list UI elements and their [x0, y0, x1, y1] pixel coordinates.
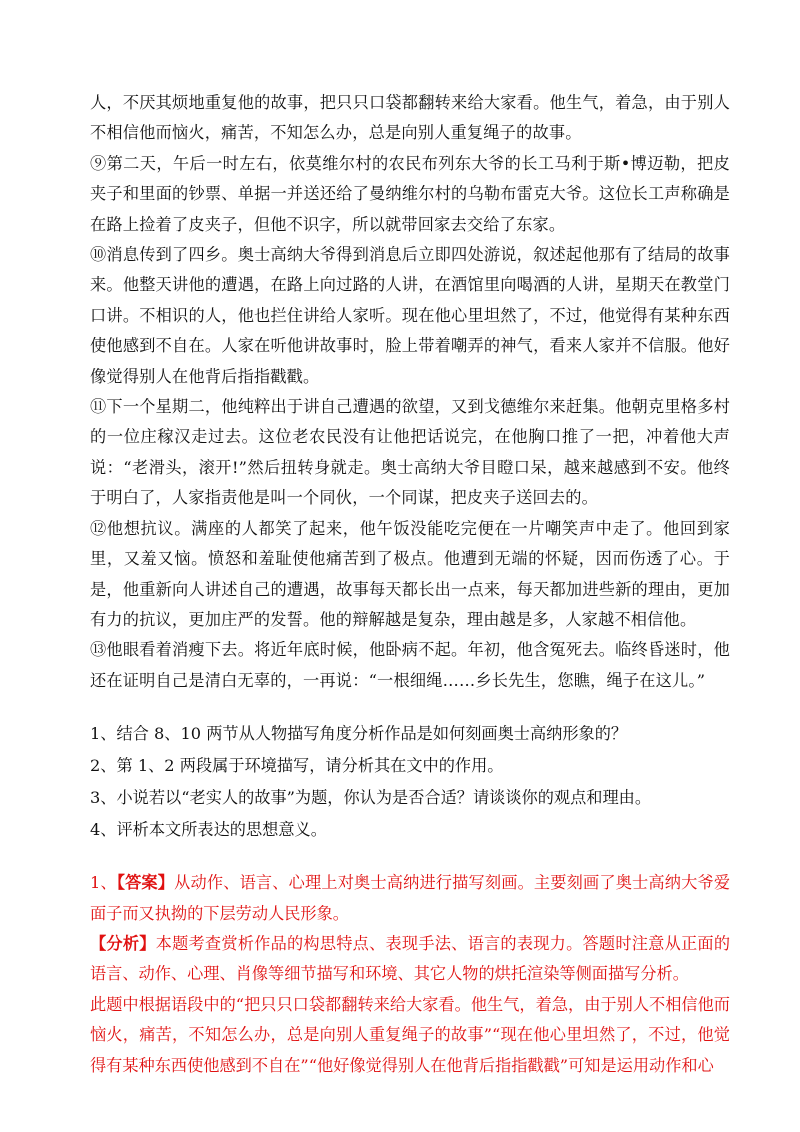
answer-tag: 【答案】: [116, 873, 175, 893]
paragraph-continued: 人，不厌其烦地重复他的故事，把只只口袋都翻转来给大家看。他生气，着急，由于别人不相信他而恼火，痛苦，不知怎么办，总是向别人重复绳子的故事。: [90, 93, 730, 143]
paragraph-10: ⑩消息传到了四乡。奥士高纳大爷得到消息后立即四处游说，叙述起他那有了结局的故事来。他整天讲他的遭遇，在路上向过路的人讲，在酒馆里向喝酒的人讲，星期天在教堂门口讲。不相识的人，他也拦住讲给人家听。现在他心里坦然了，不过，他觉得有某种东西使他感到不自在。人家在听他讲故事时，脸上带着嘲弄的神气，看来人家并不信服。他好像觉得别人在他背后指指戳戳。: [90, 245, 730, 386]
explanation: 此题中根据语段中的“把只只口袋都翻转来给大家看。他生气，着急，由于别人不相信他而恼火，痛苦，不知怎么办，总是向别人重复绳子的故事”“现在他心里坦然了，不过，他觉得有某种东西使他感到不自在”“他好像觉得别人在他背后指指戳戳”可知是运用动作和心: [90, 994, 730, 1075]
answer-text: 从动作、语言、心理上对奥士高纳进行描写刻画。主要刻画了奥士高纳大爷爱面子而又执拗的下层劳动人民形象。: [90, 873, 731, 923]
analysis-tag: 【分析】: [90, 933, 156, 953]
answer-1: [90, 868, 730, 929]
story-text: [90, 88, 730, 696]
question-4: 4、评析本文所表达的思想意义。: [90, 820, 327, 840]
paragraph-9: ⑨第二天，午后一时左右，依莫维尔村的农民布列东大爷的长工马利于斯•博迈勒，把皮夹子和里面的钞票、单据一并送还给了曼纳维尔村的乌勒布雷克大爷。这位长工声称确是在路上捡着了皮夹子，但他不识字，所以就带回家去交给了东家。: [90, 153, 730, 234]
answer-section: [90, 868, 730, 1081]
paragraph-11: ⑪下一个星期二，他纯粹出于讲自己遭遇的欲望，又到戈德维尔来赶集。他朝克里格多村的一位庄稼汉走过去。这位老农民没有让他把话说完，在他胸口推了一把，冲着他大声说：“老滑头，滚开!”然后扭转身就走。奥士高纳大爷目瞪口呆，越来越感到不安。他终于明白了，人家指责他是叫一个同伙，一个同谋，把皮夹子送回去的。: [90, 397, 730, 508]
question-list: [90, 718, 730, 846]
paragraph-13: ⑬他眼看着消瘦下去。将近年底时候，他卧病不起。年初，他含冤死去。临终昏迷时，他还在证明自己是清白无辜的，一再说：“一根细绳……乡长先生，您瞧，绳子在这儿。”: [90, 640, 730, 690]
analysis: [90, 929, 730, 990]
question-2: 2、第 1、2 两段属于环境描写，请分析其在文中的作用。: [90, 756, 504, 776]
paragraph-12: ⑫他想抗议。满座的人都笑了起来，他午饭没能吃完便在一片嘲笑声中走了。他回到家里，又羞又恼。愤怒和羞耻使他痛苦到了极点。他遭到无端的怀疑，因而伤透了心。于是，他重新向人讲述自己的遭遇，故事每天都长出一点来，每天都加进些新的理由，更加有力的抗议，更加庄严的发誓。他的辩解越是复杂，理由越是多，人家越不相信他。: [90, 518, 730, 629]
question-1: 1、结合 8、10 两节从人物描写角度分析作品是如何刻画奥士高纳形象的？: [90, 724, 628, 744]
answer-number: 1、: [90, 873, 117, 893]
analysis-text: 本题考查赏析作品的构思特点、表现手法、语言的表现力。答题时注意从正面的语言、动作、心理、肖像等细节描写和环境、其它人物的烘托渲染等侧面描写分析。: [90, 933, 731, 984]
document-page: [90, 88, 730, 1081]
question-3: 3、小说若以“老实人的故事”为题，你认为是否合适？请谈谈你的观点和理由。: [90, 788, 652, 808]
